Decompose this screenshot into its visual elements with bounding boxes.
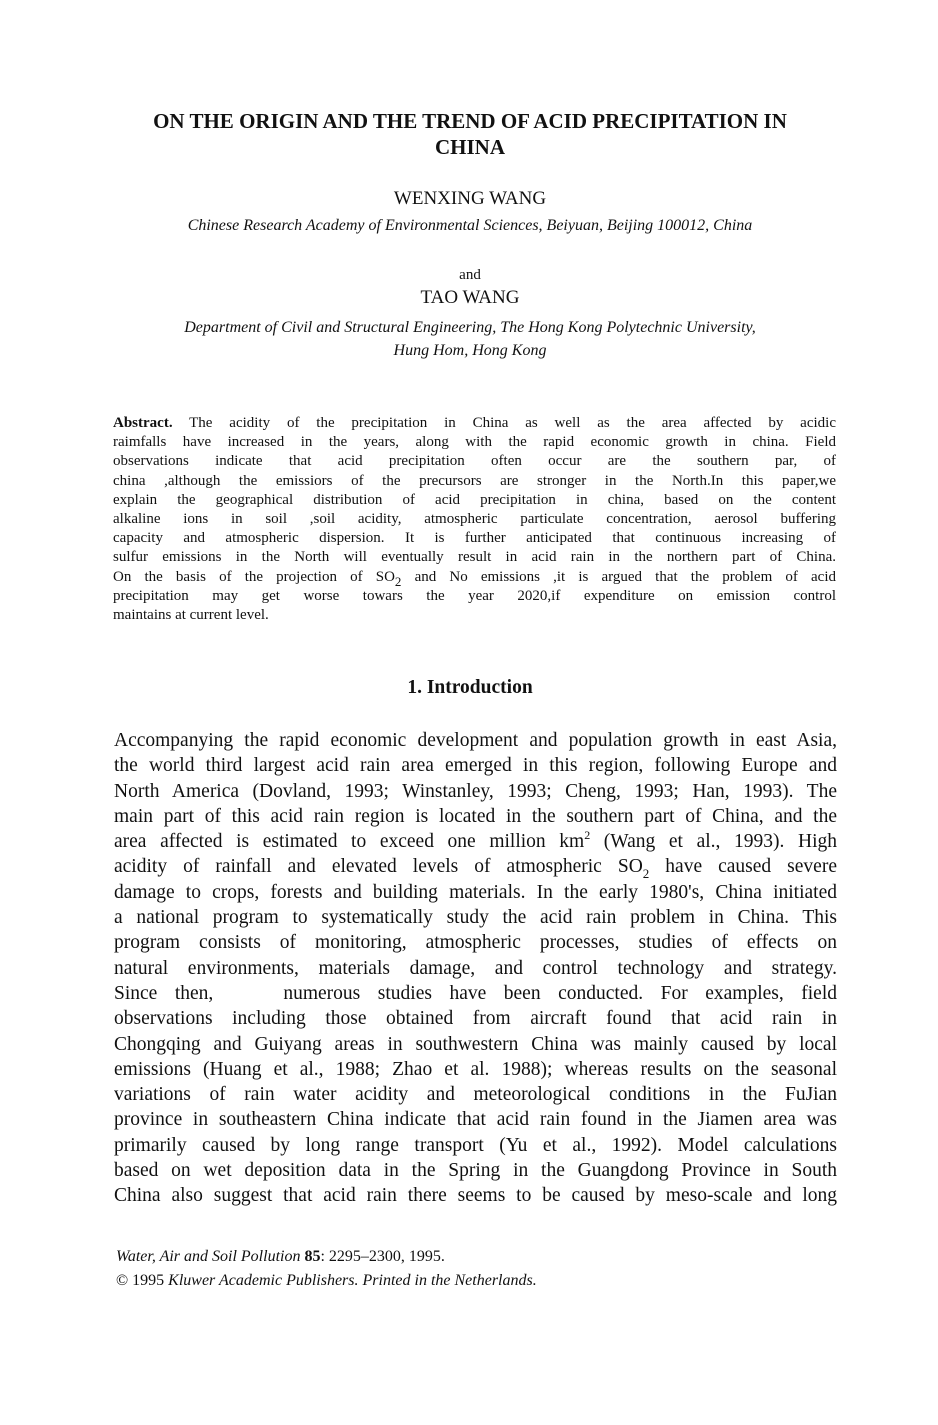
body-line: natural environments, materials damage, and control technology and strategy.	[114, 957, 837, 979]
journal-pages: : 2295–2300, 1995.	[320, 1248, 445, 1265]
abstract-line: sulfur emissions in the North will eventually result in acid rain in the northern part of China.	[113, 549, 836, 566]
abstract-line: alkaline ions in soil ,soil acidity, atmospheric particulate concentration, aerosol buffering	[113, 511, 836, 528]
abstract	[113, 414, 836, 625]
so2-subscript: 2	[642, 866, 650, 882]
abstract-line: On the basis of the projection of $SO_2$ and No emissions ,it is argued that the problem of acid	[113, 568, 837, 589]
introduction-body	[114, 728, 837, 1209]
body-line: the world third largest acid rain area emerged in this region, following Europe and	[114, 755, 837, 777]
abstract-line: china ,although the emissiors of the precursors are stronger in the North.In this paper,we	[113, 472, 836, 489]
body-line: Since then, numerous studies have been conducted. For examples, field	[114, 982, 837, 1004]
abstract-line: Abstract. The acidity of the precipitation in China as well as the area affected by acidic	[113, 415, 836, 431]
body-line: main part of this acid rain region is located in the southern part of China, and the	[114, 805, 837, 827]
title-line-1: ON THE ORIGIN AND THE TREND OF ACID PRECIPITATION IN	[153, 109, 787, 133]
body-line: variations of rain water acidity and meteorological conditions in the FuJian	[114, 1084, 837, 1106]
section-heading-introduction: 1. Introduction	[407, 677, 533, 698]
paper-title	[120, 108, 820, 160]
author-1-name: WENXING WANG	[393, 188, 547, 209]
abstract-line: maintains at current level.	[113, 607, 269, 624]
body-line: emissions (Huang et al., 1988; Zhao et al. 1988); whereas results on the seasonal	[114, 1058, 837, 1080]
abstract-line: precipitation may get worse towars the year 2020,if expenditure on emission control	[113, 587, 836, 604]
author-2-affiliation-line-1: Department of Civil and Structural Engineering, The Hong Kong Polytechnic University,	[184, 319, 756, 336]
body-line: observations including those obtained from aircraft found that acid rain in	[114, 1008, 837, 1030]
body-line: North America (Dovland, 1993; Winstanley, 1993; Cheng, 1993; Han, 1993). The	[114, 780, 837, 802]
body-line: area affected is estimated to exceed one million $km^2$ (Wang et al., 1993). High	[114, 827, 837, 853]
author-conjunction: and	[459, 267, 481, 283]
page-footer	[116, 1245, 816, 1293]
abstract-line: capacity and atmospheric dispersion. It is further anticipated that continuous increasing of	[113, 530, 836, 547]
journal-volume: 85	[304, 1248, 321, 1265]
abstract-line: observations indicate that acid precipitation often occur are the southern par, of	[113, 453, 836, 470]
journal-name: Water, Air and Soil Pollution	[116, 1248, 301, 1265]
author-1-affiliation-text: Chinese Research Academy of Environmental Sciences, Beiyuan, Beijing 100012, China	[187, 217, 753, 234]
body-line: based on wet deposition data in the Spring in the Guangdong Province in South	[114, 1160, 837, 1182]
author-2-name: TAO WANG	[420, 287, 520, 308]
journal-citation	[116, 1245, 816, 1269]
body-line: Chongqing and Guiyang areas in southwestern China was mainly caused by local	[114, 1033, 837, 1055]
copyright-year: © 1995	[116, 1272, 165, 1289]
abstract-line: explain the geographical distribution of acid precipitation in china, based on the content	[113, 491, 836, 508]
abstract-label: Abstract.	[113, 415, 173, 431]
author-1-affiliation	[100, 214, 840, 237]
km2-superscript: 2	[584, 827, 591, 842]
abstract-line: raimfalls have increased in the years, along with the rapid economic growth in china. Field	[113, 434, 836, 451]
body-line: a national program to systematically study the acid rain problem in China. This	[114, 907, 837, 929]
so2-subscript: 2	[394, 573, 402, 589]
body-line: program consists of monitoring, atmospheric processes, studies of effects on	[114, 932, 837, 954]
body-line: Accompanying the rapid economic development and population growth in east Asia,	[114, 730, 837, 751]
author-2-affiliation	[100, 316, 840, 362]
body-line: primarily caused by long range transport (Yu et al., 1992). Model calculations	[114, 1134, 837, 1156]
body-line: province in southeastern China indicate that acid rain found in the Jiamen area was	[114, 1109, 837, 1131]
body-line: acidity of rainfall and elevated levels of atmospheric $SO_2$ have caused severe	[114, 856, 837, 882]
author-2-affiliation-line-2: Hung Hom, Hong Kong	[393, 342, 547, 359]
copyright-line	[116, 1269, 816, 1293]
body-line: China also suggest that acid rain there seems to be caused by meso-scale and long	[114, 1185, 837, 1207]
body-line: damage to crops, forests and building materials. In the early 1980's, China initiated	[114, 881, 837, 903]
publisher: Kluwer Academic Publishers. Printed in the Netherlands.	[168, 1272, 537, 1289]
title-line-2: CHINA	[434, 135, 505, 159]
